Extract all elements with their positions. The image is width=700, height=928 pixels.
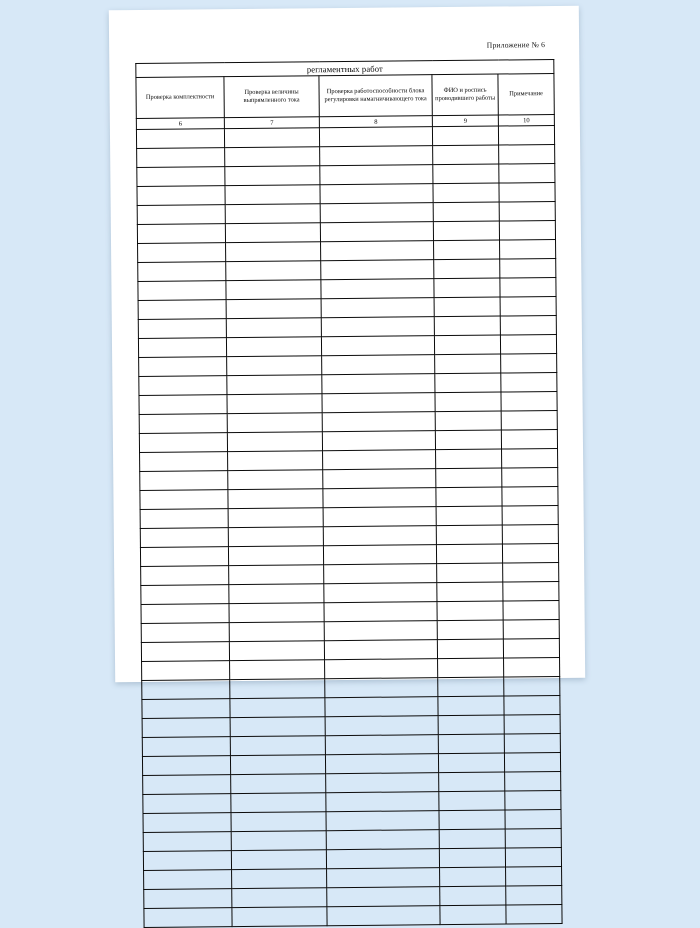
table-cell: [141, 585, 229, 605]
table-cell: [501, 410, 557, 430]
table-cell: [225, 147, 320, 167]
table-cell: [502, 524, 558, 544]
table-cell: [230, 736, 325, 756]
table-cell: [501, 391, 557, 411]
table-cell: [500, 239, 556, 259]
table-cell: [327, 906, 440, 926]
table-cell: [232, 907, 327, 927]
table-cell: [226, 337, 321, 357]
table-cell: [143, 775, 231, 795]
table-cell: [138, 338, 226, 358]
table-cell: [140, 509, 228, 529]
table-cell: [227, 413, 322, 433]
table-cell: [321, 241, 434, 261]
table-cell: [228, 470, 323, 490]
table-cell: [504, 714, 560, 734]
document-sheet: [109, 6, 585, 682]
table-cell: [227, 375, 322, 395]
table-cell: [440, 905, 506, 925]
table-cell: [504, 676, 560, 696]
table-cell: [229, 584, 324, 604]
table-cell: [502, 448, 558, 468]
table-cell: [226, 261, 321, 281]
table-cell: [503, 619, 559, 639]
table-cell: [139, 376, 227, 396]
table-cell: [138, 262, 226, 282]
table-cell: [437, 639, 503, 659]
column-header-note: Примечание: [498, 74, 554, 116]
table-cell: [438, 715, 504, 735]
table-cell: [322, 355, 435, 375]
table-cell: [322, 412, 435, 432]
table-cell: [321, 279, 434, 299]
table-cell: [228, 451, 323, 471]
appendix-label: Приложение № 6: [486, 40, 546, 50]
table-cell: [228, 508, 323, 528]
table-cell: [319, 127, 432, 147]
table-cell: [434, 335, 500, 355]
table-cell: [433, 183, 499, 203]
table-cell: [322, 374, 435, 394]
table-cell: [141, 623, 229, 643]
table-cell: [440, 867, 506, 887]
table-cell: [140, 471, 228, 491]
table-cell: [139, 414, 227, 434]
table-cell: [504, 752, 560, 772]
table-cell: [322, 431, 435, 451]
table-cell: [137, 148, 225, 168]
table-cell: [225, 223, 320, 243]
table-cell: [323, 545, 436, 565]
table-cell: [228, 527, 323, 547]
table-cell: [506, 904, 562, 924]
table-cell: [500, 277, 556, 297]
table-cell: [501, 353, 557, 373]
table-cell: [326, 830, 439, 850]
table-cell: [432, 126, 498, 146]
table-cell: [324, 621, 437, 641]
table-cell: [227, 356, 322, 376]
table-cell: [326, 849, 439, 869]
table-cell: [500, 296, 556, 316]
table-cell: [325, 754, 438, 774]
table-cell: [438, 658, 504, 678]
table-cell: [499, 163, 555, 183]
table-cell: [323, 526, 436, 546]
table-cell: [324, 602, 437, 622]
column-header-completeness-check: Проверка комплектности: [136, 77, 224, 119]
table-cell: [323, 469, 436, 489]
table-cell: [435, 392, 501, 412]
table-cell: [230, 679, 325, 699]
table-cell: [505, 790, 561, 810]
table-cell: [225, 204, 320, 224]
table-cell: [324, 640, 437, 660]
table-cell: [320, 146, 433, 166]
table-cell: [438, 677, 504, 697]
table-cell: [323, 488, 436, 508]
table-cell: [143, 832, 231, 852]
table-cell: [138, 300, 226, 320]
table-cell: [437, 582, 503, 602]
table-cell: [324, 564, 437, 584]
table-cell: [436, 487, 502, 507]
table-cell: [320, 222, 433, 242]
table-cell: [433, 202, 499, 222]
document-content: [109, 6, 585, 682]
table-cell: [143, 813, 231, 833]
table-cell: [226, 280, 321, 300]
table-cell: [437, 601, 503, 621]
table-cell: [139, 433, 227, 453]
table-cell: [140, 547, 228, 567]
table-cell: [433, 221, 499, 241]
table-cell: [438, 696, 504, 716]
table-cell: [439, 791, 505, 811]
table-cell: [438, 753, 504, 773]
table-cell: [505, 828, 561, 848]
table-cell: [434, 259, 500, 279]
table-cell: [434, 297, 500, 317]
table-cell: [226, 242, 321, 262]
table-cell: [435, 411, 501, 431]
table-cell: [320, 184, 433, 204]
table-cell: [506, 885, 562, 905]
table-cell: [325, 735, 438, 755]
table-cell: [140, 490, 228, 510]
table-cell: [505, 847, 561, 867]
table-cell: [138, 319, 226, 339]
table-header-row: [136, 74, 554, 119]
table-cell: [434, 240, 500, 260]
table-cell: [326, 811, 439, 831]
table-cell: [230, 717, 325, 737]
table-cell: [323, 507, 436, 527]
table-cell: [506, 866, 562, 886]
table-cell: [327, 868, 440, 888]
table-cell: [230, 660, 325, 680]
table-cell: [143, 851, 231, 871]
table-cell: [228, 546, 323, 566]
table-cell: [502, 505, 558, 525]
table-cell: [327, 887, 440, 907]
table-cell: [143, 794, 231, 814]
table-cell: [435, 430, 501, 450]
table-cell: [230, 755, 325, 775]
table-cell: [498, 125, 554, 145]
table-cell: [141, 604, 229, 624]
table-cell: [229, 565, 324, 585]
table-cell: [504, 695, 560, 715]
table-cell: [142, 718, 230, 738]
table-cell: [435, 354, 501, 374]
table-cell: [140, 452, 228, 472]
table-cell: [504, 657, 560, 677]
table-cell: [436, 449, 502, 469]
table-cell: [321, 317, 434, 337]
table-cell: [228, 489, 323, 509]
table-cell: [225, 166, 320, 186]
table-cell: [231, 831, 326, 851]
table-cell: [139, 357, 227, 377]
table-cell: [433, 164, 499, 184]
table-cell: [501, 429, 557, 449]
table-cell: [500, 315, 556, 335]
table-cell: [325, 659, 438, 679]
column-number-10: 10: [498, 114, 554, 126]
table-cell: [323, 450, 436, 470]
table-cell: [139, 395, 227, 415]
table-cell: [320, 203, 433, 223]
table-cell: [231, 812, 326, 832]
table-cell: [505, 809, 561, 829]
table-cell: [502, 486, 558, 506]
table-cell: [321, 298, 434, 318]
table-cell: [231, 774, 326, 794]
table-cell: [140, 528, 228, 548]
table-cell: [504, 733, 560, 753]
table-cell: [502, 543, 558, 563]
table-cell: [439, 772, 505, 792]
column-header-rectified-current-check: Проверка величины выпрямленного тока: [224, 76, 319, 118]
table-cell: [230, 698, 325, 718]
table-cell: [229, 622, 324, 642]
table-cell: [438, 734, 504, 754]
table-title: регламентных работ: [136, 60, 554, 78]
table-cell: [225, 185, 320, 205]
table-cell: [229, 641, 324, 661]
table-cell: [440, 886, 506, 906]
column-number-8: 8: [319, 116, 432, 128]
table-cell: [137, 186, 225, 206]
table-cell: [499, 220, 555, 240]
table-cell: [325, 716, 438, 736]
table-row: [144, 904, 562, 927]
table-cell: [142, 756, 230, 776]
table-cell: [226, 318, 321, 338]
table-cell: [503, 562, 559, 582]
table-cell: [500, 258, 556, 278]
table-cell: [501, 372, 557, 392]
table-cell: [503, 638, 559, 658]
table-cell: [229, 603, 324, 623]
column-header-performer-name-signature: ФИО и роспись проводившего работы: [432, 74, 498, 116]
table-cell: [503, 600, 559, 620]
table-cell: [227, 432, 322, 452]
table-cell: [500, 334, 556, 354]
table-cell: [224, 128, 319, 148]
table-cell: [142, 661, 230, 681]
table-cell: [227, 394, 322, 414]
column-number-9: 9: [432, 115, 498, 127]
table-cell: [499, 182, 555, 202]
table-cell: [144, 908, 232, 928]
table-cell: [321, 260, 434, 280]
table-cell: [505, 771, 561, 791]
table-cell: [142, 680, 230, 700]
table-cell: [226, 299, 321, 319]
table-cell: [144, 870, 232, 890]
table-cell: [437, 563, 503, 583]
table-cell: [439, 810, 505, 830]
table-cell: [437, 620, 503, 640]
table-cell: [232, 888, 327, 908]
table-cell: [320, 165, 433, 185]
table-cell: [138, 243, 226, 263]
column-number-7: 7: [224, 117, 319, 129]
table-cell: [499, 201, 555, 221]
table-cell: [138, 281, 226, 301]
table-cell: [326, 792, 439, 812]
table-cell: [436, 525, 502, 545]
table-cell: [324, 583, 437, 603]
table-cell: [232, 869, 327, 889]
table-cell: [142, 737, 230, 757]
regulation-works-table: [135, 59, 562, 928]
table-cell: [433, 145, 499, 165]
table-cell: [434, 278, 500, 298]
table-cell: [436, 544, 502, 564]
table-cell: [439, 848, 505, 868]
table-cell: [321, 336, 434, 356]
table-cell: [434, 316, 500, 336]
table-cell: [141, 566, 229, 586]
table-cell: [502, 467, 558, 487]
table-cell: [137, 224, 225, 244]
table-cell: [322, 393, 435, 413]
table-cell: [503, 581, 559, 601]
table-cell: [326, 773, 439, 793]
table-cell: [137, 167, 225, 187]
table-cell: [439, 829, 505, 849]
table-cell: [137, 205, 225, 225]
table-cell: [231, 793, 326, 813]
table-cell: [325, 678, 438, 698]
table-cell: [435, 373, 501, 393]
table-cell: [436, 506, 502, 526]
table-cell: [231, 850, 326, 870]
table-cell: [142, 699, 230, 719]
table-cell: [436, 468, 502, 488]
table-cell: [141, 642, 229, 662]
column-header-magnetizing-block-check: Проверка работоспособности блока регулировки намагничивающего тока: [319, 75, 432, 117]
table-cell: [136, 129, 224, 149]
table-cell: [499, 144, 555, 164]
column-number-6: 6: [136, 118, 224, 130]
table-cell: [144, 889, 232, 909]
